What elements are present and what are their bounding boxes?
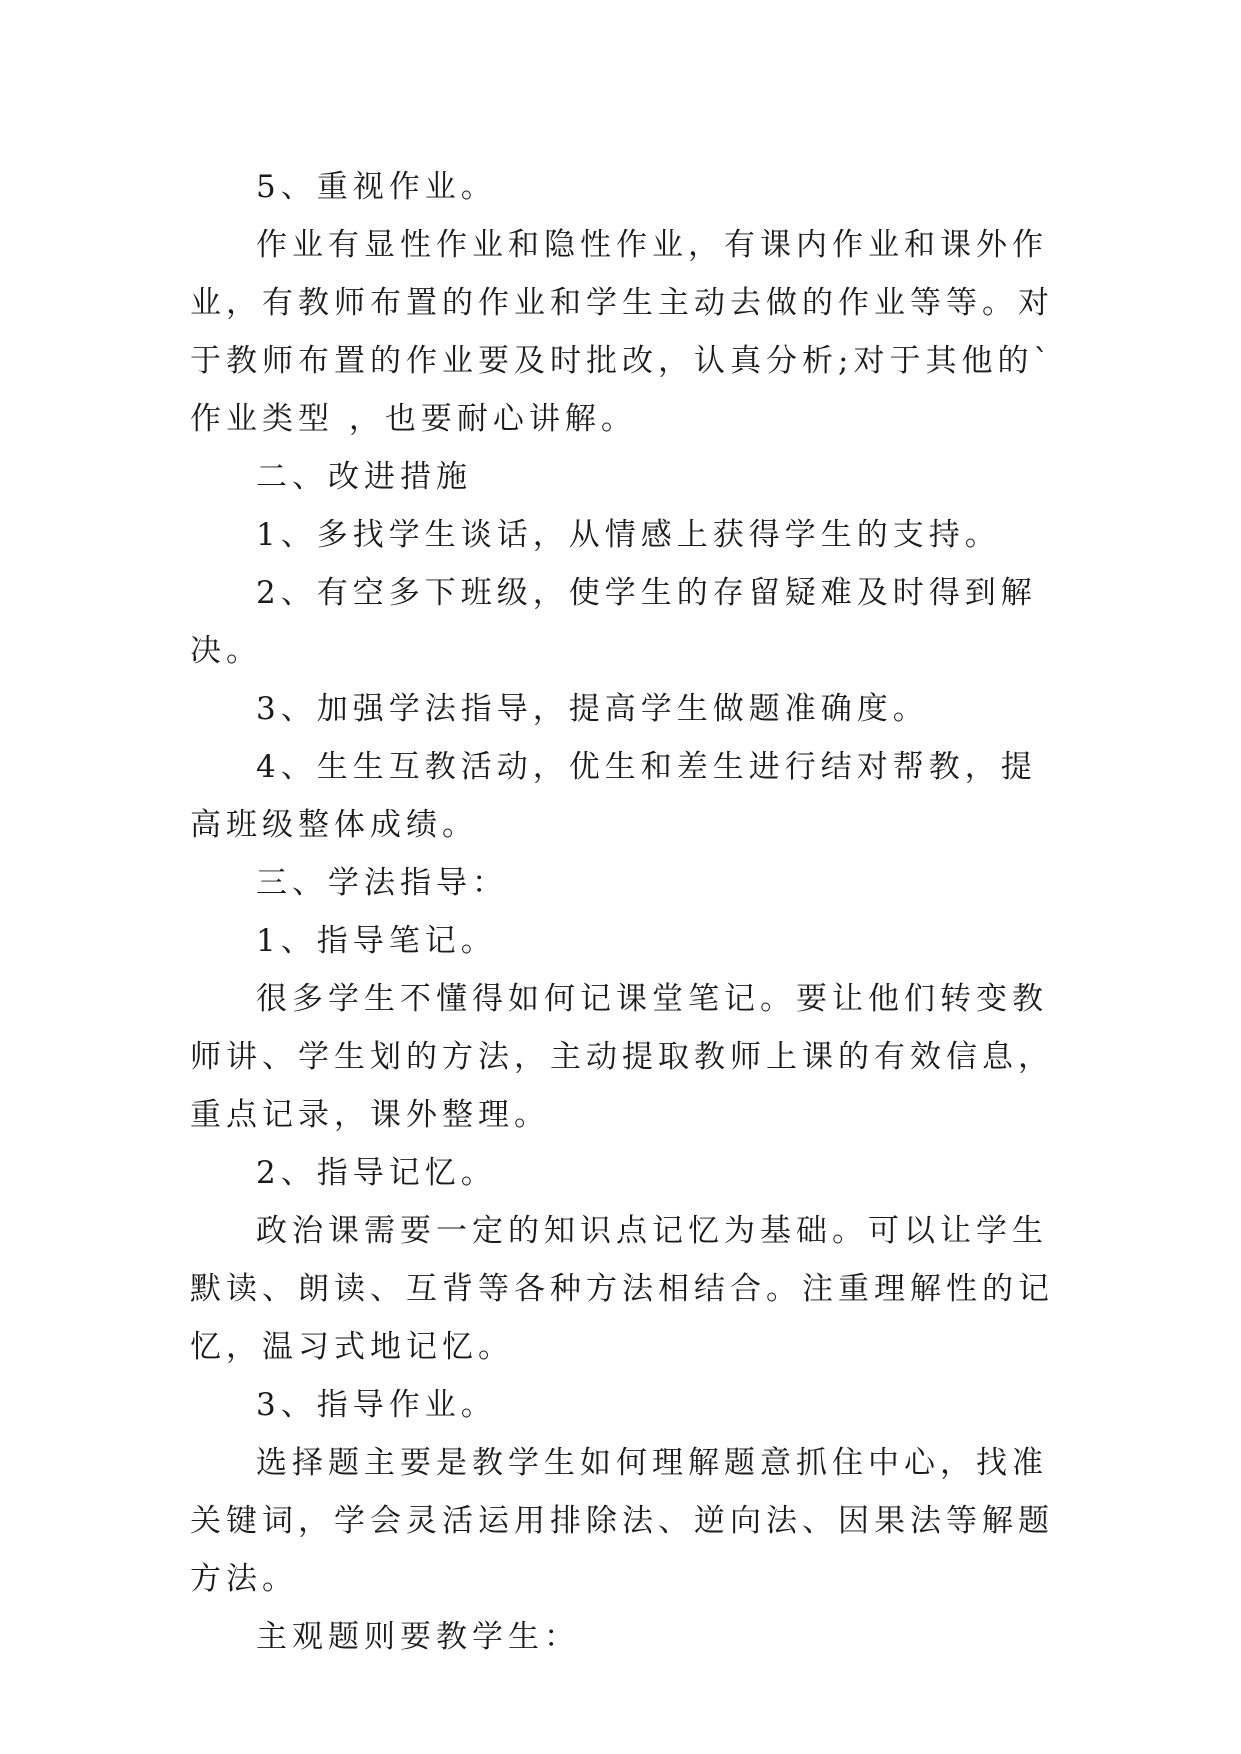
subheading-notes: 1、指导笔记。 xyxy=(256,923,497,959)
section-heading-study-methods: 三、学法指导： xyxy=(256,865,508,901)
paragraph-subjective: 主观题则要教学生： xyxy=(256,1619,580,1655)
paragraph-memory: 政治课需要一定的知识点记忆为基础。可以让学生默读、朗读、互背等各种方法相结合。注重理解性的记忆，温习式地记忆。 xyxy=(190,1213,1054,1365)
list-item-3: 3、加强学法指导，提高学生做题准确度。 xyxy=(256,691,929,727)
list-item-4: 4、生生互教活动，优生和差生进行结对帮教，提高班级整体成绩。 xyxy=(190,749,1037,843)
subheading-homework: 3、指导作业。 xyxy=(256,1387,497,1423)
section-heading-improvement: 二、改进措施 xyxy=(256,459,472,495)
paragraph-multiple-choice: 选择题主要是教学生如何理解题意抓住中心，找准关键词，学会灵活运用排除法、逆向法、因果法等解题方法。 xyxy=(190,1445,1054,1597)
list-item-2: 2、有空多下班级，使学生的存留疑难及时得到解决。 xyxy=(190,575,1037,669)
list-item-1: 1、多找学生谈话，从情感上获得学生的支持。 xyxy=(256,517,1001,553)
document-page xyxy=(190,158,1070,1666)
paragraph-notes: 很多学生不懂得如何记课堂笔记。要让他们转变教师讲、学生划的方法，主动提取教师上课的有效信息，重点记录，课外整理。 xyxy=(190,981,1054,1133)
subheading-memory: 2、指导记忆。 xyxy=(256,1155,497,1191)
paragraph-homework: 作业有显性作业和隐性作业，有课内作业和课外作业，有教师布置的作业和学生主动去做的作业等等。对于教师布置的作业要及时批改，认真分析;对于其他的`作业类型 ，也要耐心讲解。 xyxy=(190,227,1054,437)
paragraph-heading-5: 5、重视作业。 xyxy=(256,169,497,205)
